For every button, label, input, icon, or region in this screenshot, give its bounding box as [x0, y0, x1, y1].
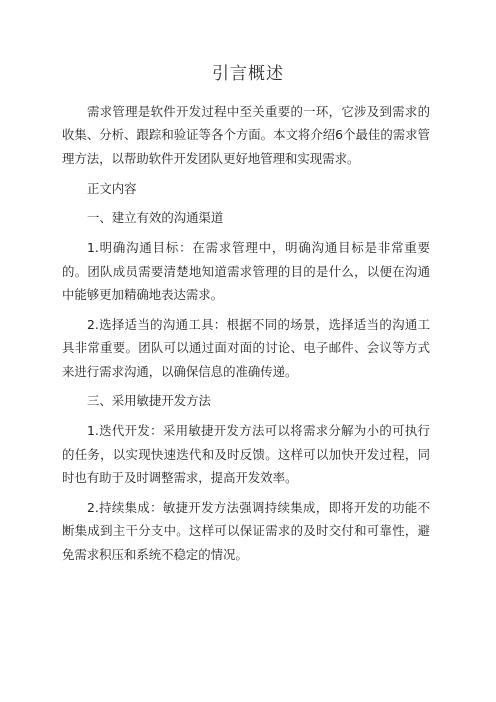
document-title: 引言概述 — [212, 64, 284, 84]
paragraph-iterative-development: 1.迭代开发：采用敏捷开发方法可以将需求分解为小的可执行的任务，以实现快速迭代和及时反馈。这样可以加快开发过程，同时也有助于及时调整需求，提高开发效率。 — [62, 423, 430, 486]
paragraph-continuous-integration: 2.持续集成：敏捷开发方法强调持续集成，即将开发的功能不断集成到主干分支中。这样可以保证需求的及时交付和可靠性，避免需求积压和系统不稳定的情况。 — [62, 499, 430, 562]
section-heading-communication: 一、建立有效的沟通渠道 — [87, 210, 224, 226]
paragraph-communication-tools: 2.选择适当的沟通工具：根据不同的场景，选择适当的沟通工具非常重要。团队可以通过面对面的讨论、电子邮件、会议等方式来进行需求沟通，以确保信息的准确传递。 — [62, 316, 430, 379]
intro-paragraph: 需求管理是软件开发过程中至关重要的一环，它涉及到需求的收集、分析、跟踪和验证等各个方面。本文将介绍6个最佳的需求管理方法，以帮助软件开发团队更好地管理和实现需求。 — [62, 104, 430, 166]
section-heading-agile: 三、采用敏捷开发方法 — [87, 393, 211, 409]
paragraph-communication-goal: 1.明确沟通目标：在需求管理中，明确沟通目标是非常重要的。团队成员需要清楚地知道需求管理的目的是什么，以便在沟通中能够更加精确地表达需求。 — [62, 240, 430, 303]
document-body — [62, 100, 430, 572]
section-label-body: 正文内容 — [87, 180, 137, 196]
